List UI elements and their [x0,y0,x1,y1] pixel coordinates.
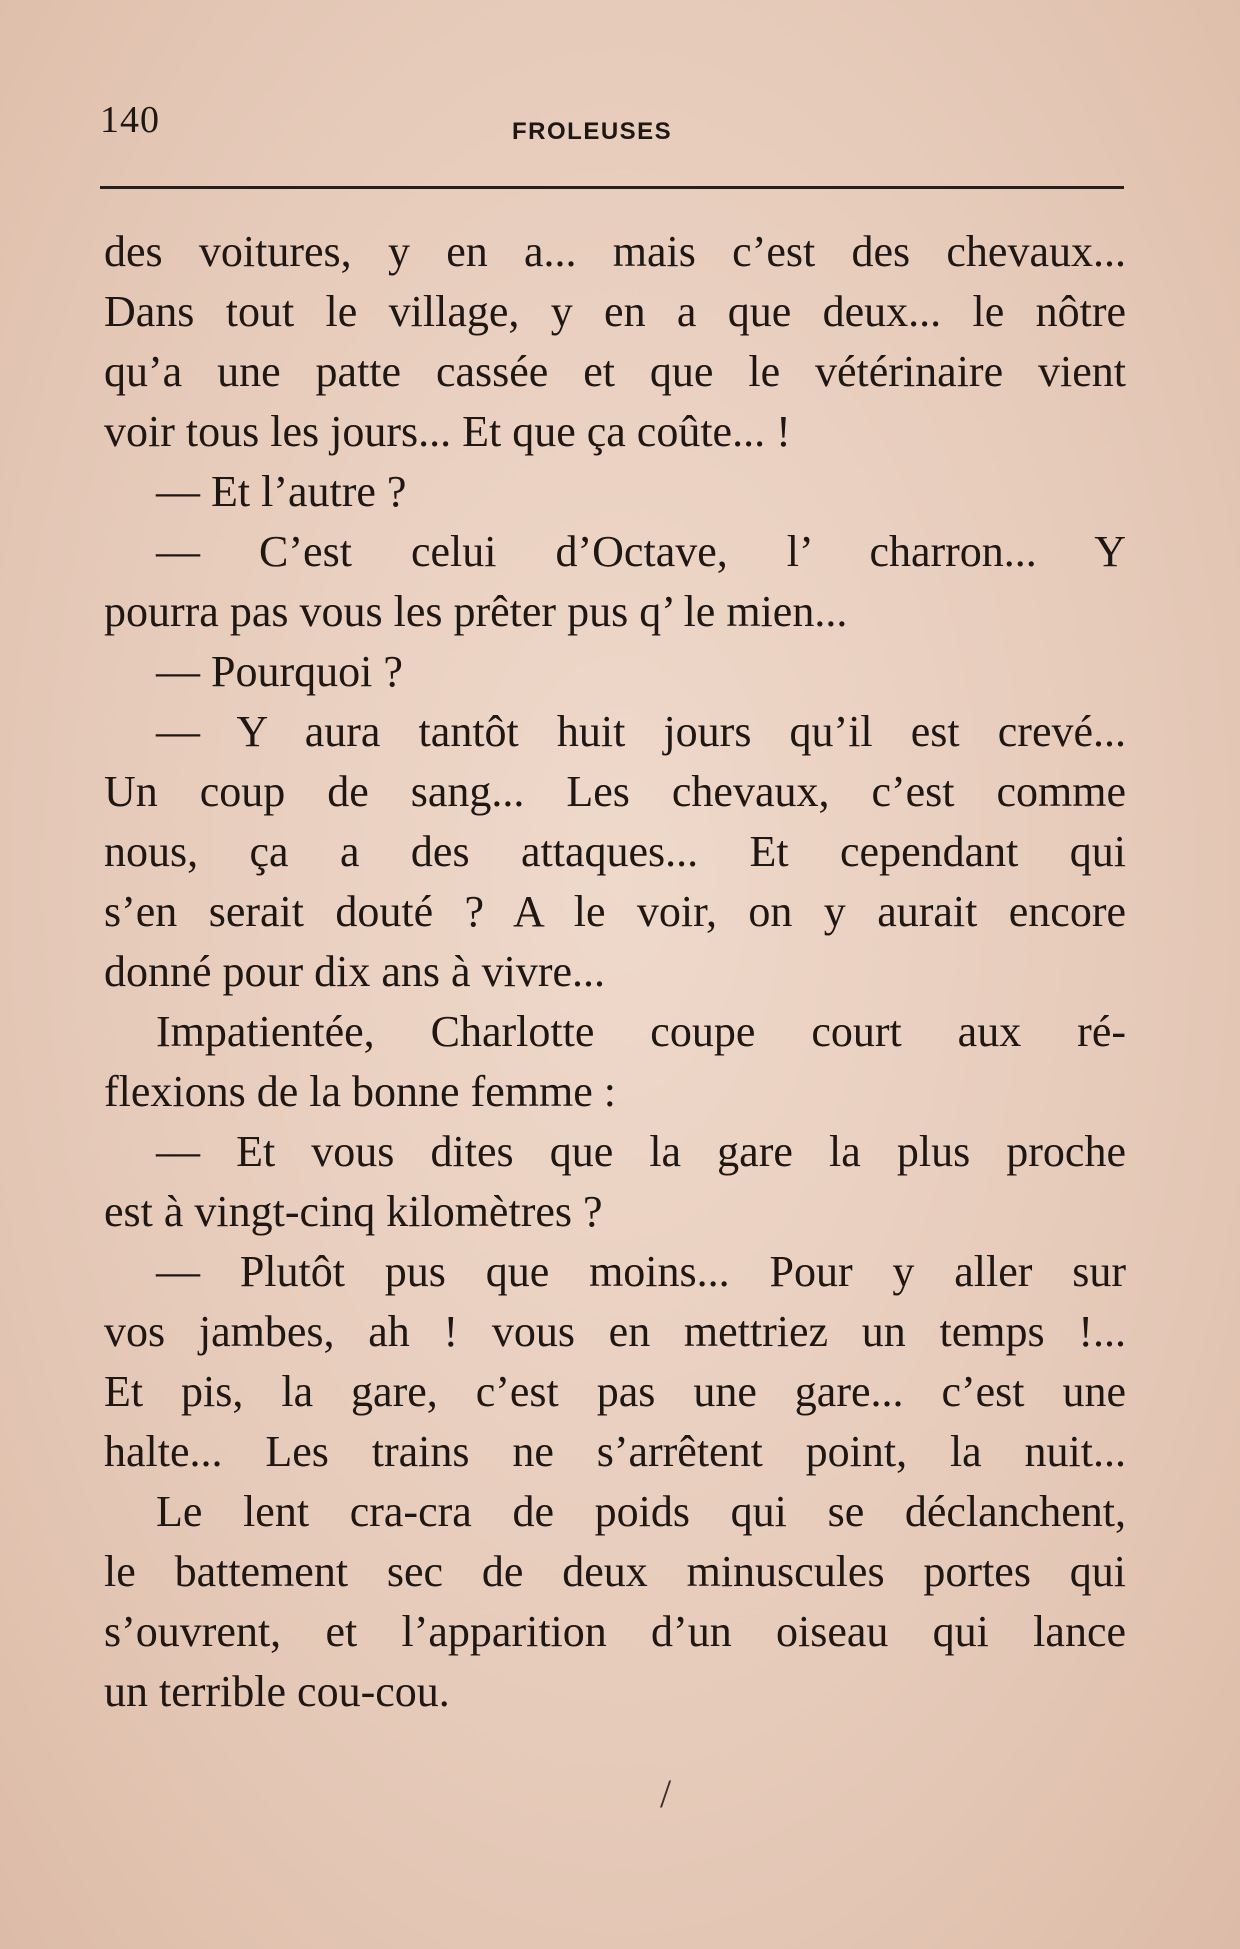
header-rule [100,186,1124,189]
text-line: pourra pas vous les prêter pus q’ le mien... [104,587,848,636]
text-line: halte... Les trains ne s’arrêtent point, la nuit... [104,1427,1126,1476]
text-line: le battement sec de deux minuscules portes qui [104,1547,1126,1596]
text-line: flexions de la bonne femme : [104,1067,616,1116]
text-line: Dans tout le village, y en a que deux... le nôtre [104,287,1126,336]
text-line: voir tous les jours... Et que ça coûte... ! [104,407,791,456]
text-line: Impatientée, Charlotte coupe court aux ré- [156,1007,1126,1056]
text-line: — Y aura tantôt huit jours qu’il est crevé... [156,707,1126,756]
running-title: FROLEUSES [512,118,673,145]
text-line: — Et vous dites que la gare la plus proche [156,1127,1126,1176]
text-line: Le lent cra-cra de poids qui se déclanchent, [156,1487,1126,1536]
text-line: — C’est celui d’Octave, l’ charron... Y [156,527,1126,576]
text-line: des voitures, y en a... mais c’est des chevaux... [104,227,1126,276]
text-line: un terrible cou-cou. [104,1667,450,1716]
text-line: s’ouvrent, et l’apparition d’un oiseau qui lance [104,1607,1126,1656]
text-line: s’en serait douté ? A le voir, on y aurait encore [104,887,1126,936]
page-number: 140 [100,99,160,141]
text-line: est à vingt-cinq kilomètres ? [104,1187,603,1236]
page-header [100,98,1124,158]
text-line: — Plutôt pus que moins... Pour y aller sur [156,1247,1126,1296]
text-line: qu’a une patte cassée et que le vétérinaire vient [104,347,1126,396]
ink-speck: / [660,1771,672,1816]
text-line: Un coup de sang... Les chevaux, c’est comme [104,767,1126,816]
text-line: donné pour dix ans à vivre... [104,947,605,996]
text-line: Et pis, la gare, c’est pas une gare... c’est une [104,1367,1126,1416]
text-line: — Et l’autre ? [156,467,407,516]
text-body [104,222,1126,1722]
text-line: nous, ça a des attaques... Et cependant qui [104,827,1126,876]
text-line: — Pourquoi ? [156,647,403,696]
text-line: vos jambes, ah ! vous en mettriez un temps !... [104,1307,1126,1356]
